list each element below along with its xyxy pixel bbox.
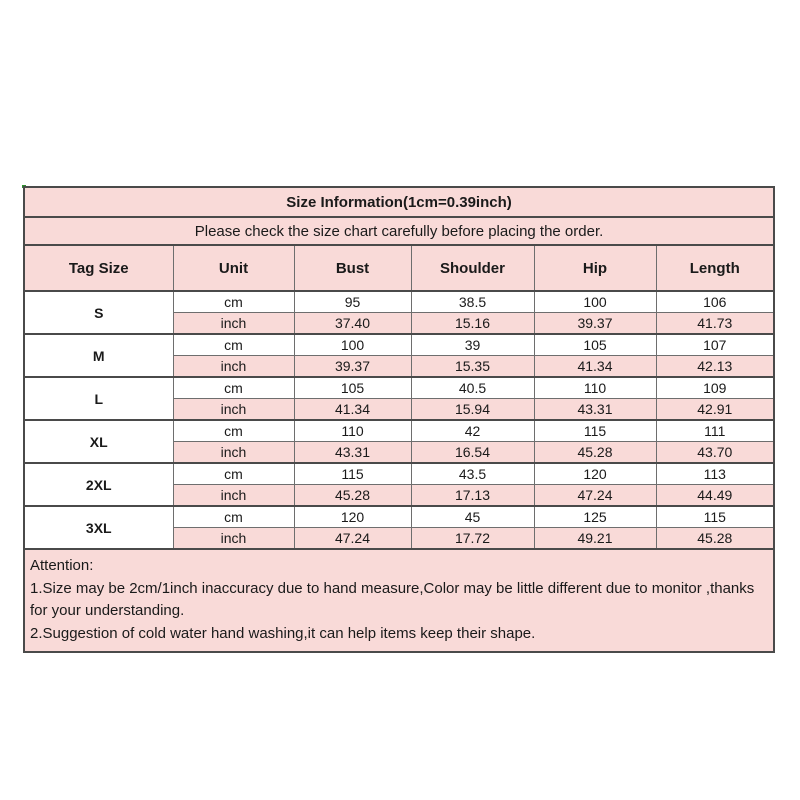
measurement-cell: 43.70 <box>656 442 774 464</box>
measurement-cell: 113 <box>656 463 774 485</box>
measurement-cell: 43.31 <box>294 442 411 464</box>
measurement-cell: 120 <box>294 506 411 528</box>
measurement-cell: 39.37 <box>534 313 656 335</box>
unit-cell: cm <box>173 420 294 442</box>
unit-cell: inch <box>173 528 294 550</box>
measurement-cell: 47.24 <box>534 485 656 507</box>
measurement-cell: 109 <box>656 377 774 399</box>
unit-cell: cm <box>173 291 294 313</box>
measurement-cell: 42.91 <box>656 399 774 421</box>
column-header-length: Length <box>656 245 774 291</box>
measurement-cell: 49.21 <box>534 528 656 550</box>
measurement-cell: 100 <box>534 291 656 313</box>
chart-title: Size Information(1cm=0.39inch) <box>24 187 774 217</box>
column-header-row <box>24 245 774 291</box>
measurement-cell: 41.34 <box>534 356 656 378</box>
column-header-bust: Bust <box>294 245 411 291</box>
measurement-cell: 39.37 <box>294 356 411 378</box>
measurement-cell: 105 <box>294 377 411 399</box>
unit-cell: inch <box>173 313 294 335</box>
attention-cell <box>24 549 774 652</box>
size-label: 2XL <box>24 463 173 506</box>
column-header-shoulder: Shoulder <box>411 245 534 291</box>
subtitle-row <box>24 217 774 245</box>
column-header-unit: Unit <box>173 245 294 291</box>
size-label: M <box>24 334 173 377</box>
measurement-cell: 17.72 <box>411 528 534 550</box>
measurement-cell: 16.54 <box>411 442 534 464</box>
measurement-cell: 111 <box>656 420 774 442</box>
size-label: L <box>24 377 173 420</box>
size-row <box>24 463 774 485</box>
size-row <box>24 291 774 313</box>
measurement-cell: 115 <box>656 506 774 528</box>
measurement-cell: 105 <box>534 334 656 356</box>
measurement-cell: 15.94 <box>411 399 534 421</box>
size-chart-container <box>23 186 775 653</box>
column-header-tag-size: Tag Size <box>24 245 173 291</box>
chart-foot <box>24 549 774 652</box>
measurement-cell: 41.34 <box>294 399 411 421</box>
attention-note-1: 1.Size may be 2cm/1inch inaccuracy due to hand measure,Color may be little different due to monitor ,thanks for your understanding. <box>30 579 755 619</box>
unit-cell: cm <box>173 334 294 356</box>
measurement-cell: 39 <box>411 334 534 356</box>
measurement-cell: 115 <box>534 420 656 442</box>
measurement-cell: 42 <box>411 420 534 442</box>
measurement-cell: 100 <box>294 334 411 356</box>
attention-note-2: 2.Suggestion of cold water hand washing,it can help items keep their shape. <box>30 624 536 642</box>
measurement-cell: 37.40 <box>294 313 411 335</box>
measurement-cell: 40.5 <box>411 377 534 399</box>
measurement-cell: 107 <box>656 334 774 356</box>
unit-cell: cm <box>173 506 294 528</box>
unit-cell: inch <box>173 356 294 378</box>
size-label: XL <box>24 420 173 463</box>
measurement-cell: 43.31 <box>534 399 656 421</box>
measurement-cell: 106 <box>656 291 774 313</box>
measurement-cell: 110 <box>534 377 656 399</box>
unit-cell: cm <box>173 463 294 485</box>
unit-cell: cm <box>173 377 294 399</box>
chart-subtitle: Please check the size chart carefully before placing the order. <box>24 217 774 245</box>
measurement-cell: 45 <box>411 506 534 528</box>
unit-cell: inch <box>173 485 294 507</box>
size-row <box>24 420 774 442</box>
size-row <box>24 334 774 356</box>
measurement-cell: 95 <box>294 291 411 313</box>
measurement-cell: 110 <box>294 420 411 442</box>
measurement-cell: 42.13 <box>656 356 774 378</box>
column-header-hip: Hip <box>534 245 656 291</box>
measurement-cell: 120 <box>534 463 656 485</box>
attention-heading: Attention: <box>30 557 94 574</box>
measurement-cell: 47.24 <box>294 528 411 550</box>
attention-row <box>24 549 774 652</box>
size-chart-table <box>23 186 775 653</box>
measurement-cell: 45.28 <box>294 485 411 507</box>
size-label: S <box>24 291 173 334</box>
measurement-cell: 43.5 <box>411 463 534 485</box>
chart-head <box>24 187 774 291</box>
measurement-cell: 17.13 <box>411 485 534 507</box>
size-label: 3XL <box>24 506 173 549</box>
measurement-cell: 44.49 <box>656 485 774 507</box>
title-row <box>24 187 774 217</box>
size-table-body <box>24 291 774 549</box>
measurement-cell: 125 <box>534 506 656 528</box>
measurement-cell: 15.35 <box>411 356 534 378</box>
measurement-cell: 38.5 <box>411 291 534 313</box>
measurement-cell: 15.16 <box>411 313 534 335</box>
size-row <box>24 377 774 399</box>
unit-cell: inch <box>173 442 294 464</box>
measurement-cell: 115 <box>294 463 411 485</box>
measurement-cell: 45.28 <box>534 442 656 464</box>
size-row <box>24 506 774 528</box>
unit-cell: inch <box>173 399 294 421</box>
measurement-cell: 45.28 <box>656 528 774 550</box>
measurement-cell: 41.73 <box>656 313 774 335</box>
